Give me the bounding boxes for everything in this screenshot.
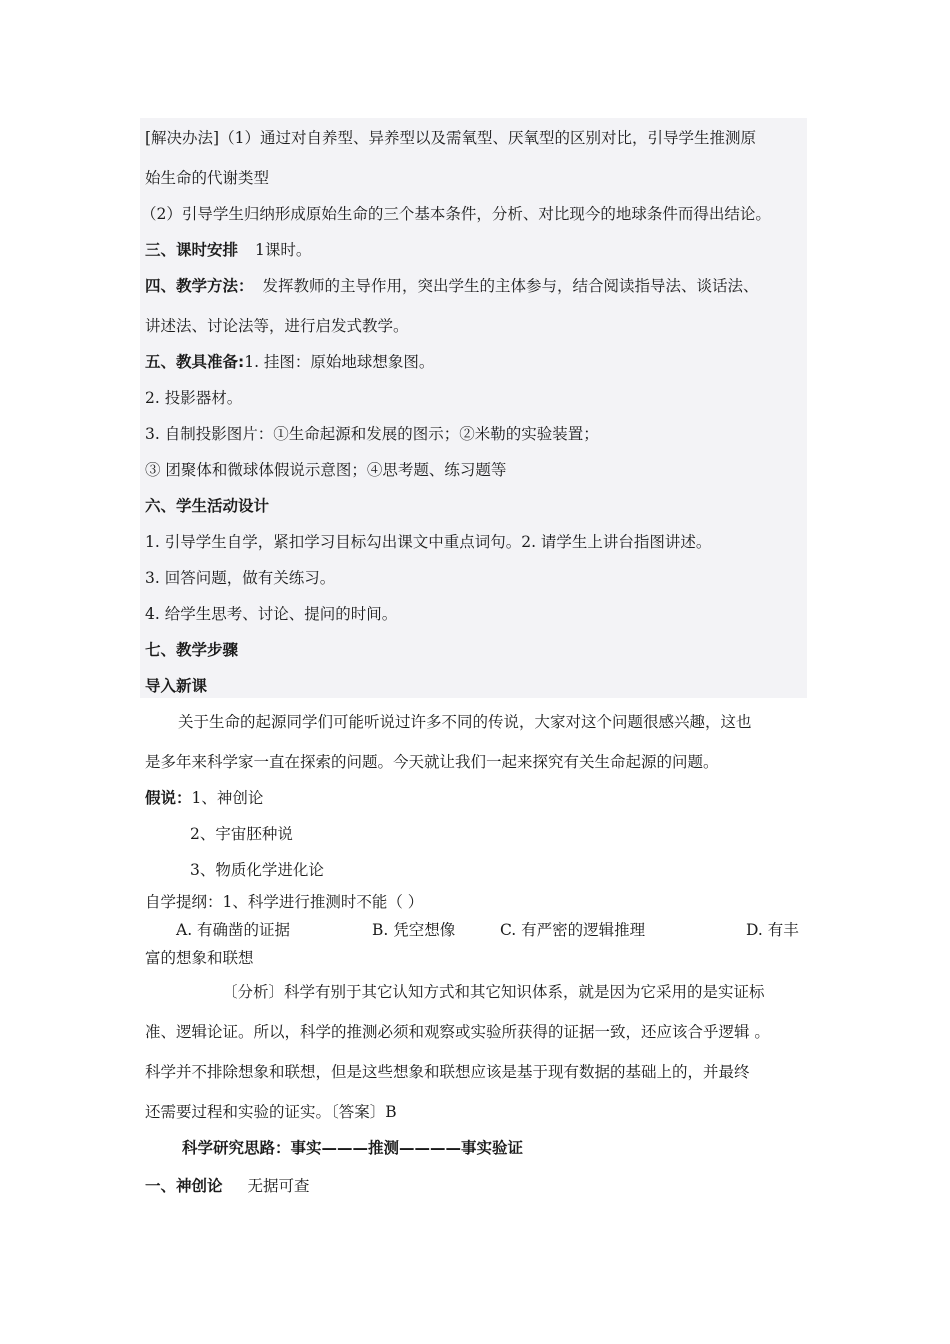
hypothesis-item-3: 3、物质化学进化论 <box>190 861 324 879</box>
solution-line-1: [解决办法]（1）通过对自养型、异养型以及需氧型、厌氧型的区别对比，引导学生推测原 <box>145 129 756 147</box>
tools-item-1: 1. 挂图：原始地球想象图。 <box>244 353 435 371</box>
tools-item-3: 3. 自制投影图片：①生命起源和发展的图示；②米勒的实验装置； <box>145 425 599 443</box>
activities-item-2: 3. 回答问题，做有关练习。 <box>145 569 336 587</box>
tools-item-4: ③ 团聚体和微球体假说示意图；④思考题、练习题等 <box>145 461 507 479</box>
creationism-text: 无据可查 <box>247 1177 310 1195</box>
analysis-line-3: 科学并不排除想象和联想，但是这些想象和联想应该是基于现有数据的基础上的，并最终 <box>145 1063 750 1081</box>
intro-line-1: 关于生命的起源同学们可能听说过许多不同的传说，大家对这个问题很感兴趣，这也 <box>178 713 752 731</box>
method-line-2: 讲述法、讨论法等，进行启发式教学。 <box>145 317 409 335</box>
steps-subheading: 导入新课 <box>145 677 208 695</box>
hypothesis-item-1: 1、神创论 <box>191 789 264 807</box>
analysis-line-1: 〔分析〕科学有别于其它认知方式和其它知识体系，就是因为它采用的是实证标 <box>222 983 765 1001</box>
option-c: C. 有严密的逻辑推理 <box>500 921 646 939</box>
method-line-1 <box>145 276 758 296</box>
schedule-heading: 三、课时安排 <box>145 241 239 259</box>
solution-line-3: （2）引导学生归纳形成原始生命的三个基本条件，分析、对比现今的地球条件而得出结论。 <box>141 205 771 223</box>
hypotheses-label: 假说： <box>145 789 192 807</box>
creationism-line <box>145 1176 309 1196</box>
activities-item-1: 1. 引导学生自学，紧扣学习目标勾出课文中重点词句。2. 请学生上讲台指图讲述。 <box>145 533 712 551</box>
method-text-1: 发挥教师的主导作用，突出学生的主体参与，结合阅读指导法、谈话法、 <box>262 277 759 295</box>
research-approach: 科学研究思路：事实———推测————事实验证 <box>182 1139 524 1157</box>
solution-line-2: 始生命的代谢类型 <box>145 169 270 187</box>
creationism-heading: 一、神创论 <box>145 1177 223 1195</box>
tools-line-1 <box>145 352 434 372</box>
steps-heading: 七、教学步骤 <box>145 641 239 659</box>
activities-item-3: 4. 给学生思考、讨论、提问的时间。 <box>145 605 398 623</box>
activities-heading: 六、学生活动设计 <box>145 497 270 515</box>
option-b: B. 凭空想像 <box>372 921 456 939</box>
option-a: A. 有确凿的证据 <box>176 921 291 939</box>
option-d: D. 有丰 <box>746 921 799 939</box>
schedule-text: 1课时。 <box>254 241 312 259</box>
schedule-line <box>145 240 311 260</box>
tools-item-2: 2. 投影器材。 <box>145 389 243 407</box>
option-d-continued: 富的想象和联想 <box>145 949 254 967</box>
question-stem: 自学提纲：1、科学进行推测时不能（ ） <box>145 893 424 911</box>
tools-heading: 五、教具准备: <box>145 353 245 371</box>
hypothesis-item-2: 2、宇宙胚种说 <box>190 825 293 843</box>
hypotheses-line-1 <box>145 788 263 808</box>
analysis-line-4: 还需要过程和实验的证实。〔答案〕B <box>145 1103 397 1121</box>
method-heading: 四、教学方法： <box>145 277 254 295</box>
analysis-line-2: 准、逻辑论证。所以，科学的推测必须和观察或实验所获得的证据一致，还应该合乎逻辑 。 <box>145 1023 770 1041</box>
intro-line-2: 是多年来科学家一直在探索的问题。今天就让我们一起来探究有关生命起源的问题。 <box>145 753 719 771</box>
